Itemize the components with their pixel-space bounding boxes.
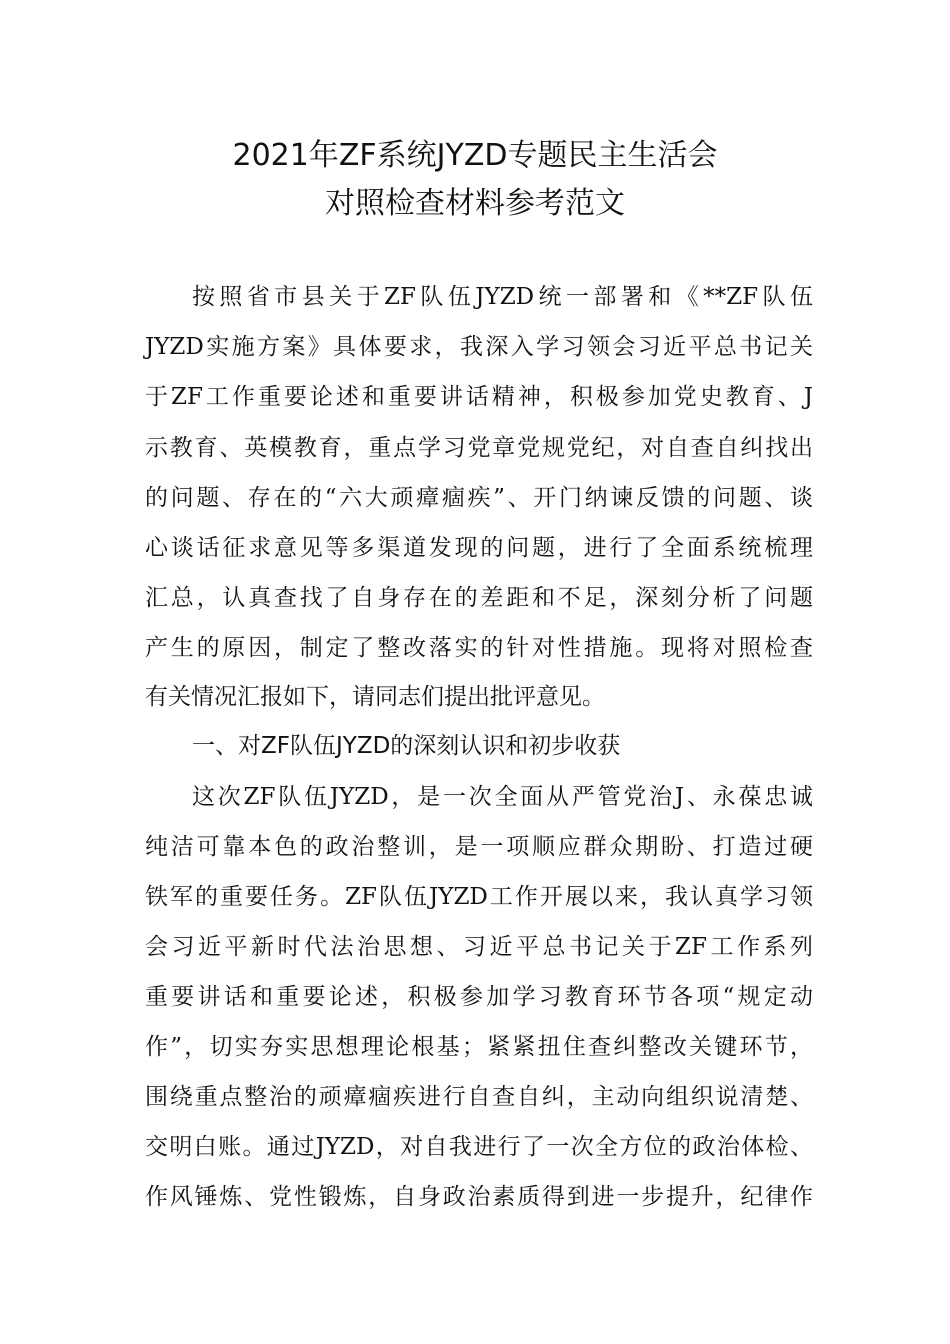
document-title-line-2: 对照检查材料参考范文: [325, 186, 625, 221]
paragraph-line: 交明白账。通过JYZD，对自我进行了一次全方位的政治体检、: [145, 1134, 813, 1160]
paragraph-line: 围绕重点整治的顽瘴痼疾进行自查自纠，主动向组织说清楚、: [145, 1084, 813, 1110]
paragraph-line: 的问题、存在的“六大顽瘴痼疾”、开门纳谏反馈的问题、谈: [145, 485, 813, 511]
paragraph-line: 于ZF工作重要论述和重要讲话精神，积极参加党史教育、J: [145, 384, 813, 410]
paragraph-line: 会习近平新时代法治思想、习近平总书记关于ZF工作系列: [145, 934, 813, 960]
paragraph-line: 纯洁可靠本色的政治整训，是一项顺应群众期盼、打造过硬: [145, 834, 813, 860]
paragraph-line: 示教育、英模教育，重点学习党章党规党纪，对自查自纠找出: [145, 435, 813, 461]
paragraph-line: 重要讲话和重要论述，积极参加学习教育环节各项“规定动: [145, 984, 813, 1010]
section-heading: 一、对ZF队伍JYZD的深刻认识和初步收获: [192, 733, 621, 759]
paragraph-line: 汇总，认真查找了自身存在的差距和不足，深刻分析了问题: [145, 585, 813, 611]
paragraph-line: 作风锤炼、党性锻炼，自身政治素质得到进一步提升，纪律作: [145, 1184, 813, 1210]
paragraph-line: 产生的原因，制定了整改落实的针对性措施。现将对照检查: [145, 635, 813, 661]
paragraph-line: JYZD实施方案》具体要求，我深入学习领会习近平总书记关: [145, 334, 813, 360]
paragraph-line: 按照省市县关于ZF队伍JYZD统一部署和《**ZF队伍: [192, 284, 813, 310]
paragraph-line: 作”，切实夯实思想理论根基；紧紧扭住查纠整改关键环节，: [145, 1034, 813, 1060]
paragraph-line: 心谈话征求意见等多渠道发现的问题，进行了全面系统梳理: [145, 535, 813, 561]
paragraph-line: 有关情况汇报如下，请同志们提出批评意见。: [145, 684, 605, 710]
paragraph-line: 铁军的重要任务。ZF队伍JYZD工作开展以来，我认真学习领: [145, 884, 813, 910]
paragraph-line: 这次ZF队伍JYZD，是一次全面从严管党治J、永葆忠诚: [192, 784, 813, 810]
document-title-line-1: 2021年ZF系统JYZD专题民主生活会: [232, 138, 718, 173]
